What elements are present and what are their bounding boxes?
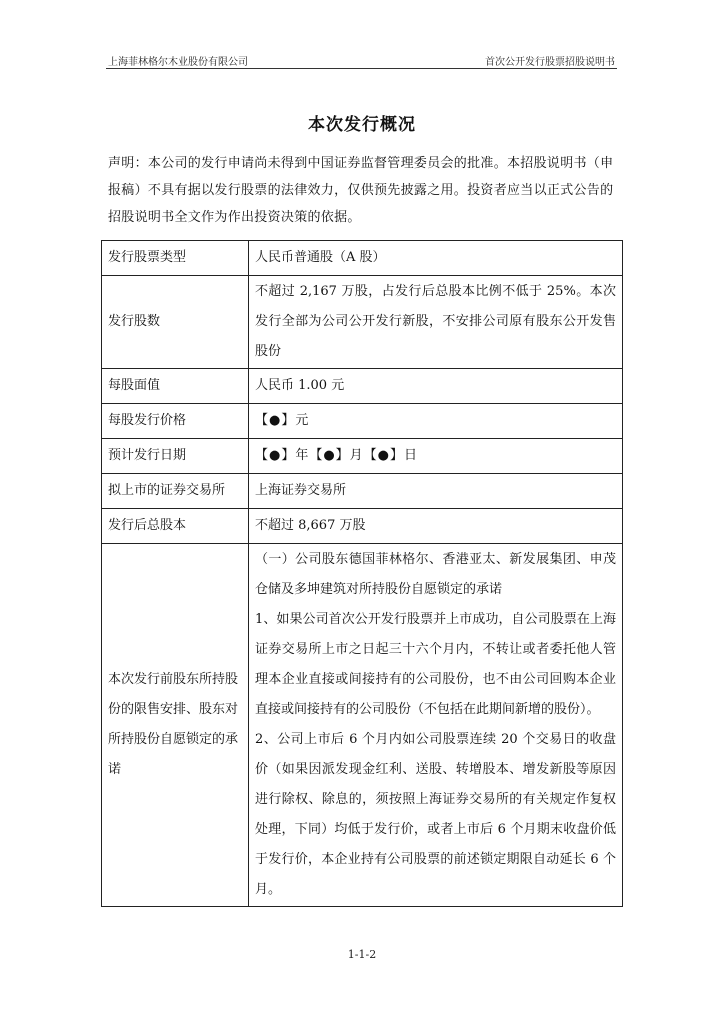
row-value: 不超过 8,667 万股	[249, 509, 623, 544]
row-label: 拟上市的证券交易所	[102, 474, 249, 509]
table-row	[102, 474, 623, 509]
header-document-title: 首次公开发行股票招股说明书	[485, 57, 615, 68]
row-value: 人民币普通股（A 股）	[249, 241, 623, 276]
row-value: 上海证券交易所	[249, 474, 623, 509]
table-row	[102, 439, 623, 474]
table-row	[102, 544, 623, 907]
row-value: 不超过 2,167 万股，占发行后总股本比例不低于 25%。本次发行全部为公司公开发行新股，不安排公司原有股东公开发售股份	[249, 276, 623, 369]
row-label: 发行股数	[102, 276, 249, 369]
row-label: 每股发行价格	[102, 404, 249, 439]
row-label: 发行后总股本	[102, 509, 249, 544]
table-row	[102, 509, 623, 544]
section-title: 本次发行概况	[308, 115, 416, 135]
commitment-item-2: 2、公司上市后 6 个月内如公司股票连续 20 个交易日的收盘价（如果因派发现金红利、送股、转增股本、增发新股等原因进行除权、除息的，须按照上海证券交易所的有关规定作复权处理，下同）均低于发行价，或者上市后 6 个月期末收盘价低于发行价，本企业持有公司股票的前述锁定期限自动延长 6 个月。	[255, 732, 616, 897]
row-label: 预计发行日期	[102, 439, 249, 474]
table-row	[102, 276, 623, 369]
row-value: 【●】年【●】月【●】日	[249, 439, 623, 474]
row-label: 每股面值	[102, 369, 249, 404]
row-label: 本次发行前股东所持股份的限售安排、股东对所持股份自愿锁定的承诺	[102, 544, 249, 907]
offering-overview-table	[101, 240, 623, 907]
row-value	[249, 544, 623, 907]
header-company-name: 上海菲林格尔木业股份有限公司	[108, 57, 248, 68]
row-value: 【●】元	[249, 404, 623, 439]
page-number: 1-1-2	[347, 948, 377, 961]
disclaimer-statement: 声明：本公司的发行申请尚未得到中国证券监督管理委员会的批准。本招股说明书（申报稿）不具有据以发行股票的法律效力，仅供预先披露之用。投资者应当以正式公告的招股说明书全文作为作出投资决策的依据。	[108, 156, 614, 225]
page-header	[106, 50, 617, 69]
row-value: 人民币 1.00 元	[249, 369, 623, 404]
row-label: 发行股票类型	[102, 241, 249, 276]
commitment-heading: （一）公司股东德国菲林格尔、香港亚太、新发展集团、申茂仓储及多坤建筑对所持股份自愿锁定的承诺	[255, 552, 616, 597]
commitment-item-1: 1、如果公司首次公开发行股票并上市成功，自公司股票在上海证券交易所上市之日起三十六个月内，不转让或者委托他人管理本企业直接或间接持有的公司股份，也不由公司回购本企业直接或间接持有的公司股份（不包括在此期间新增的股份）。	[255, 612, 616, 717]
table-row	[102, 369, 623, 404]
table-row	[102, 241, 623, 276]
table-row	[102, 404, 623, 439]
